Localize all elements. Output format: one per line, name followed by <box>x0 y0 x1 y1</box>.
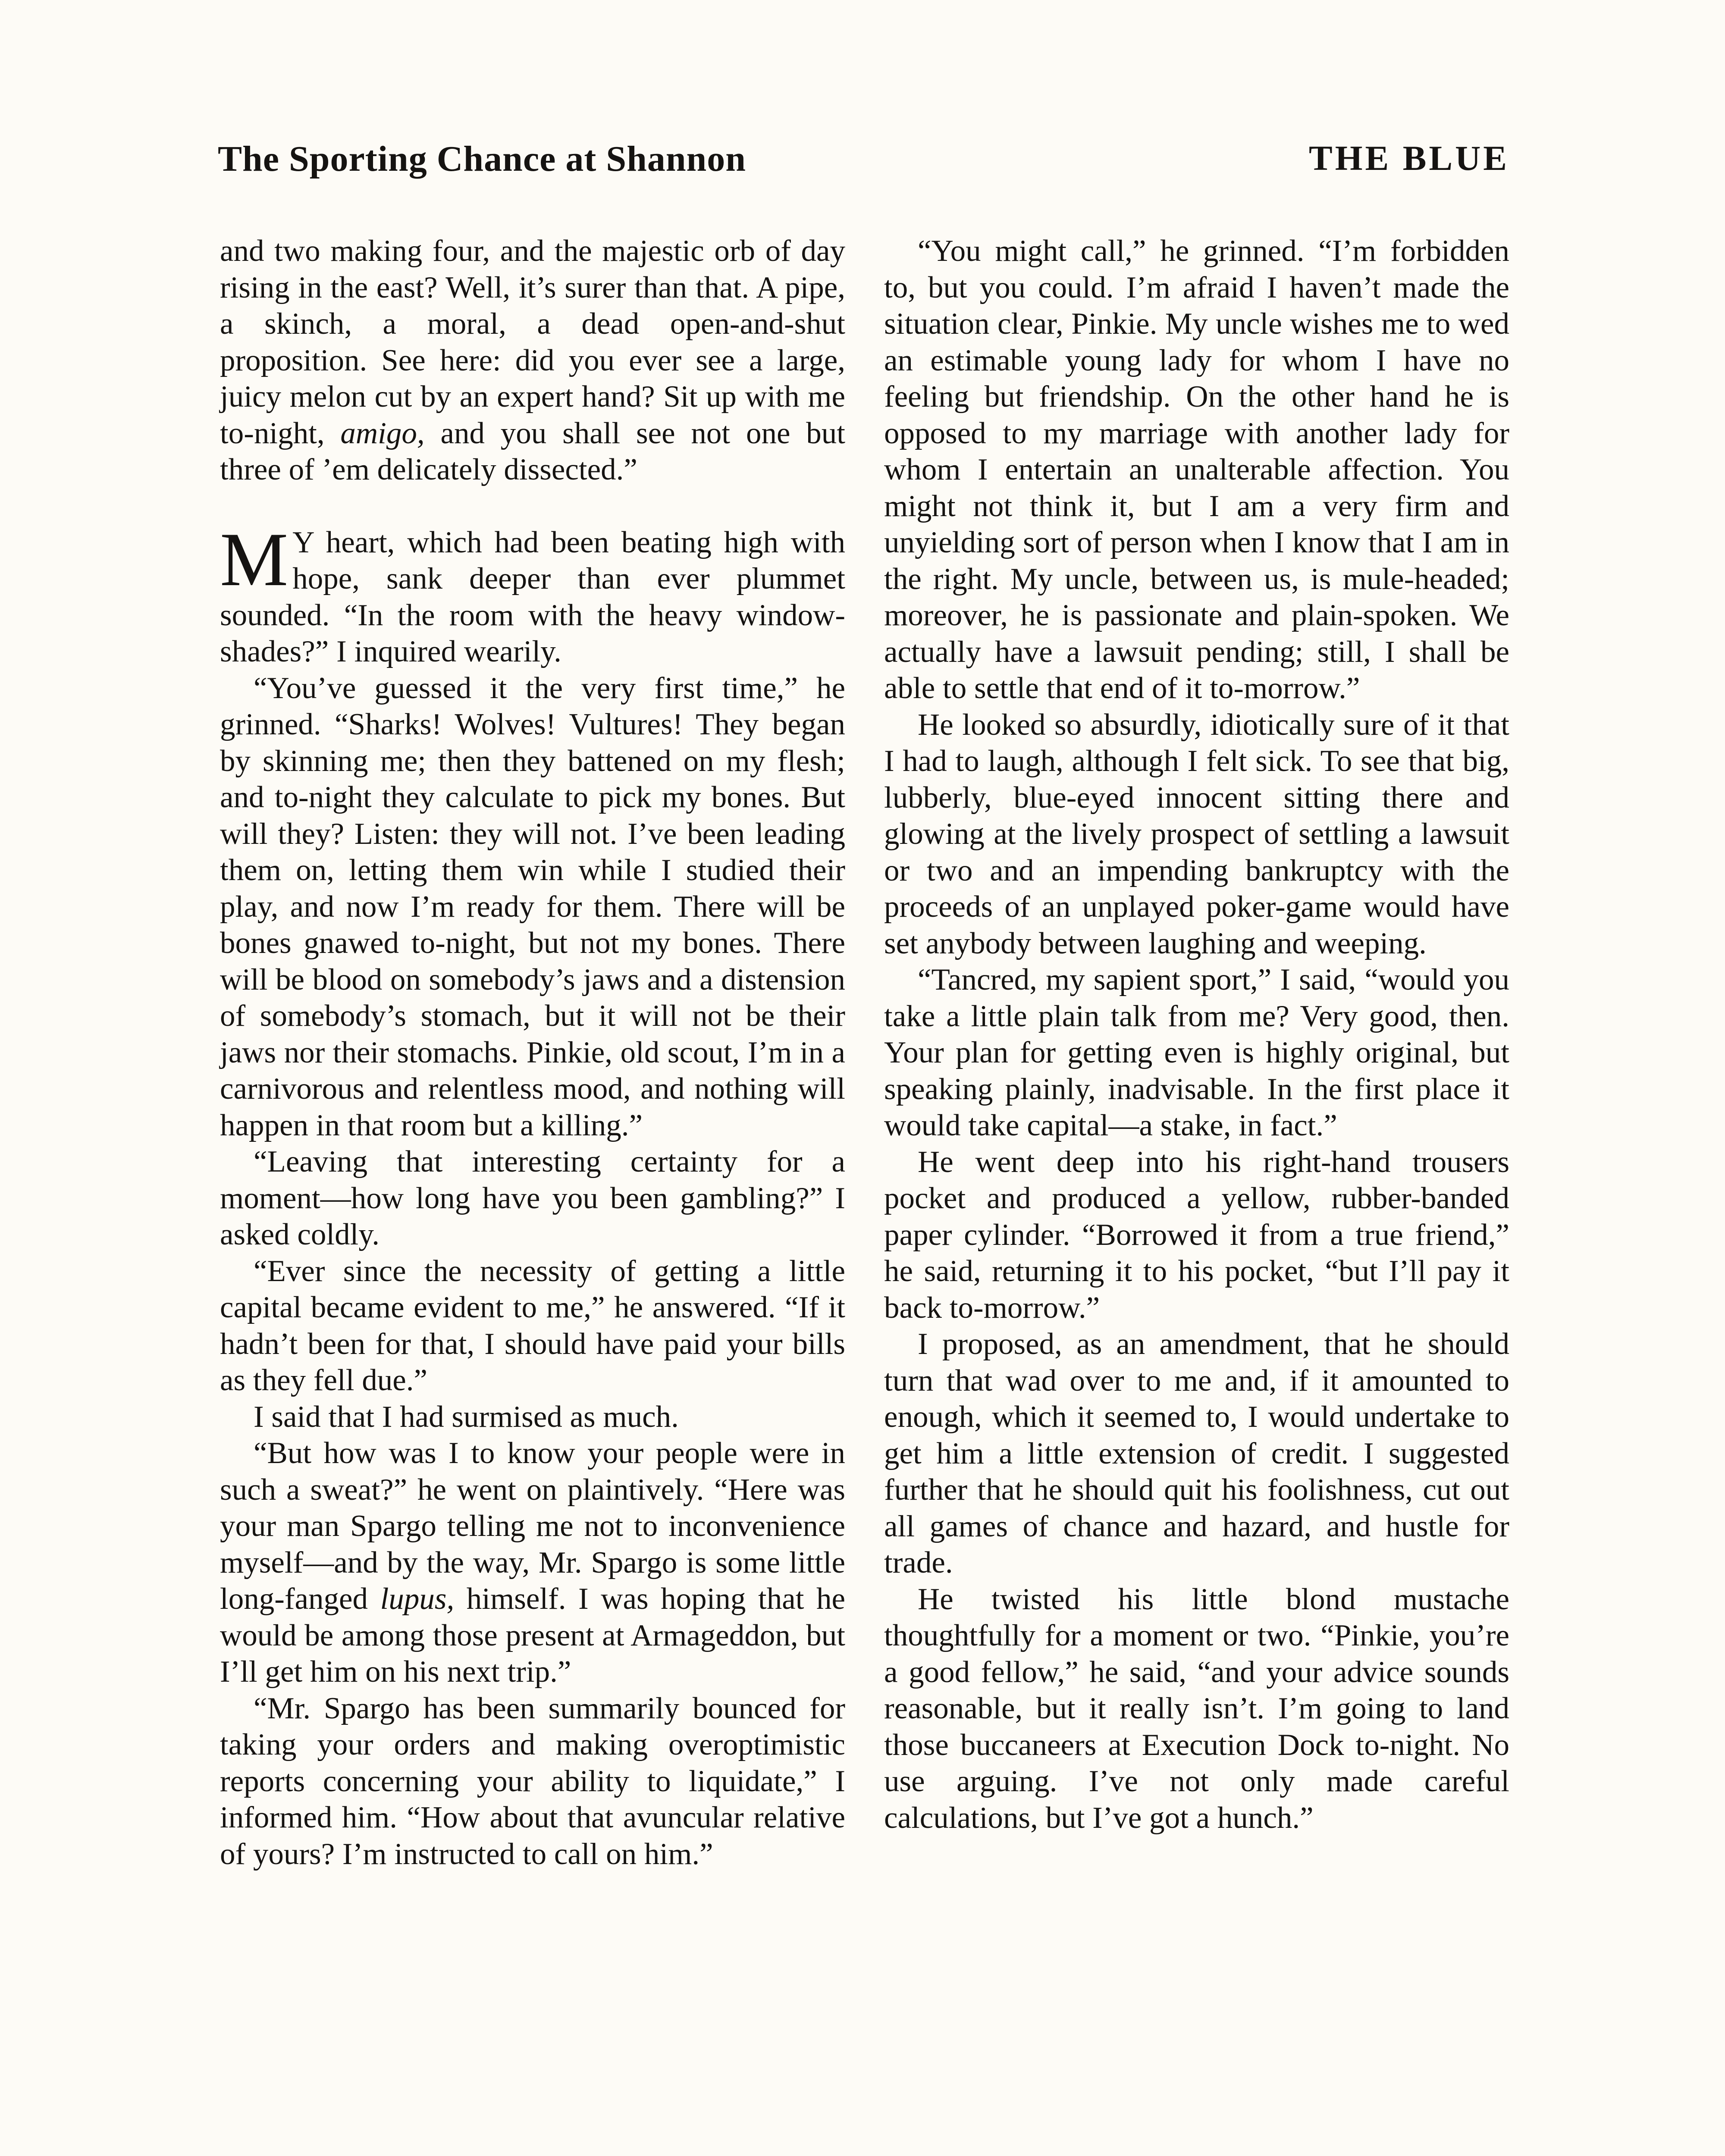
paragraph: He went deep into his right-hand trousers pocket and produced a yellow, rubber-banded paper cylinder. “Borrowed it from a true friend,” he said, returning it to his pocket, “but I’ll pay it back to-morrow.” <box>884 1145 1509 1325</box>
paragraph: “You might call,” he grinned. “I’m forbidden to, but you could. I’m afraid I haven’t made the situation clear, Pinkie. My uncle wishes me to wed an estimable young lady for whom I have no feeling but friendship. On the other hand he is opposed to my marriage with another lady for whom I entertain an unalterable affection. You might not think it, but I am a very firm and unyielding sort of person when I know that I am in the right. My uncle, between us, is mule-headed; moreover, he is passionate and plain-spoken. We actually have a lawsuit pending; still, I shall be able to settle that end of it to-morrow.” <box>884 234 1509 705</box>
right-column <box>884 233 1509 1836</box>
left-column <box>220 233 845 1872</box>
paragraph: I said that I had surmised as much. <box>254 1400 679 1434</box>
paragraph: and two making four, and the majestic orb of day rising in the east? Well, it’s surer than that. A pipe, a skinch, a moral, a dead open-and-shut proposition. See here: did you ever see a large, juicy melon cut by an expert hand? Sit up with me to-night, amigo, and you shall see not one but three of ’em delicately dissected.” <box>220 234 846 486</box>
paragraph-dropcap: M Y heart, which had been beating high with hope, sank deeper than ever plummet sounded. “In the room with the heavy window-shades?” I inquired wearily. <box>220 516 845 668</box>
paragraph: “Tancred, my sapient sport,” I said, “would you take a little plain talk from me? Very good, then. Your plan for getting even is highly original, but speaking plainly, inadvisable. In the first place it would take capital—a stake, in fact.” <box>884 963 1509 1142</box>
paragraph: “Leaving that interesting certainty for a moment—how long have you been gambling?” I asked coldly. <box>220 1145 845 1251</box>
running-title: The Sporting Chance at Shannon <box>218 139 746 179</box>
paragraph: “Ever since the necessity of getting a little capital became evident to me,” he answered. “If it hadn’t been for that, I should have paid your bills as they fell due.” <box>220 1254 845 1397</box>
paragraph: He twisted his little blond mustache thoughtfully for a moment or two. “Pinkie, you’re a good fellow,” he said, “and your advice sounds reasonable, but it really isn’t. I’m going to land those buccaneers at Execution Dock to-night. No use arguing. I’ve not only made careful calculations, but I’ve got a hunch.” <box>884 1582 1509 1835</box>
paragraph: “But how was I to know your people were in such a sweat?” he went on plaintively. “Here was your man Spargo telling me not to inconvenience myself—and by the way, Mr. Spargo is some little long-fanged lupus, himself. I was hoping that he would be among those present at Armageddon, but I’ll get him on his next trip.” <box>220 1436 845 1689</box>
paragraph: “You’ve guessed it the very first time,” he grinned. “Sharks! Wolves! Vultures! They began by skinning me; then they battened on my flesh; and to-night they calculate to pick my bones. But will they? Listen: they will not. I’ve been leading them on, letting them win while I studied their play, and now I’m ready for them. There will be bones gnawed to-night, but not my bones. There will be blood on somebody’s jaws and a distension of somebody’s stomach, but it will not be their jaws nor their stomachs. Pinkie, old scout, I’m in a carnivorous and relentless mood, and nothing will happen in that room but a killing.” <box>220 671 845 1142</box>
running-section: THE BLUE <box>1309 138 1509 178</box>
drop-cap: M <box>220 516 289 602</box>
paragraph: He looked so absurdly, idiotically sure of it that I had to laugh, although I felt sick. To see that big, lubberly, blue-eyed innocent sitting there and glowing at the lively prospect of settling a lawsuit or two and an impending bankruptcy with the proceeds of an unplayed poker-game would have set anybody between laughing and weeping. <box>884 708 1509 960</box>
paragraph: “Mr. Spargo has been summarily bounced for taking your orders and making overoptimistic reports concerning your ability to liquidate,” I informed him. “How about that avuncular relative of yours? I’m instructed to call on him.” <box>220 1691 845 1871</box>
paragraph: I proposed, as an amendment, that he should turn that wad over to me and, if it amounted to enough, which it seemed to, I would undertake to get him a little extension of credit. I suggested further that he should quit his foolishness, cut out all games of chance and hazard, and hustle for trade. <box>884 1327 1509 1579</box>
